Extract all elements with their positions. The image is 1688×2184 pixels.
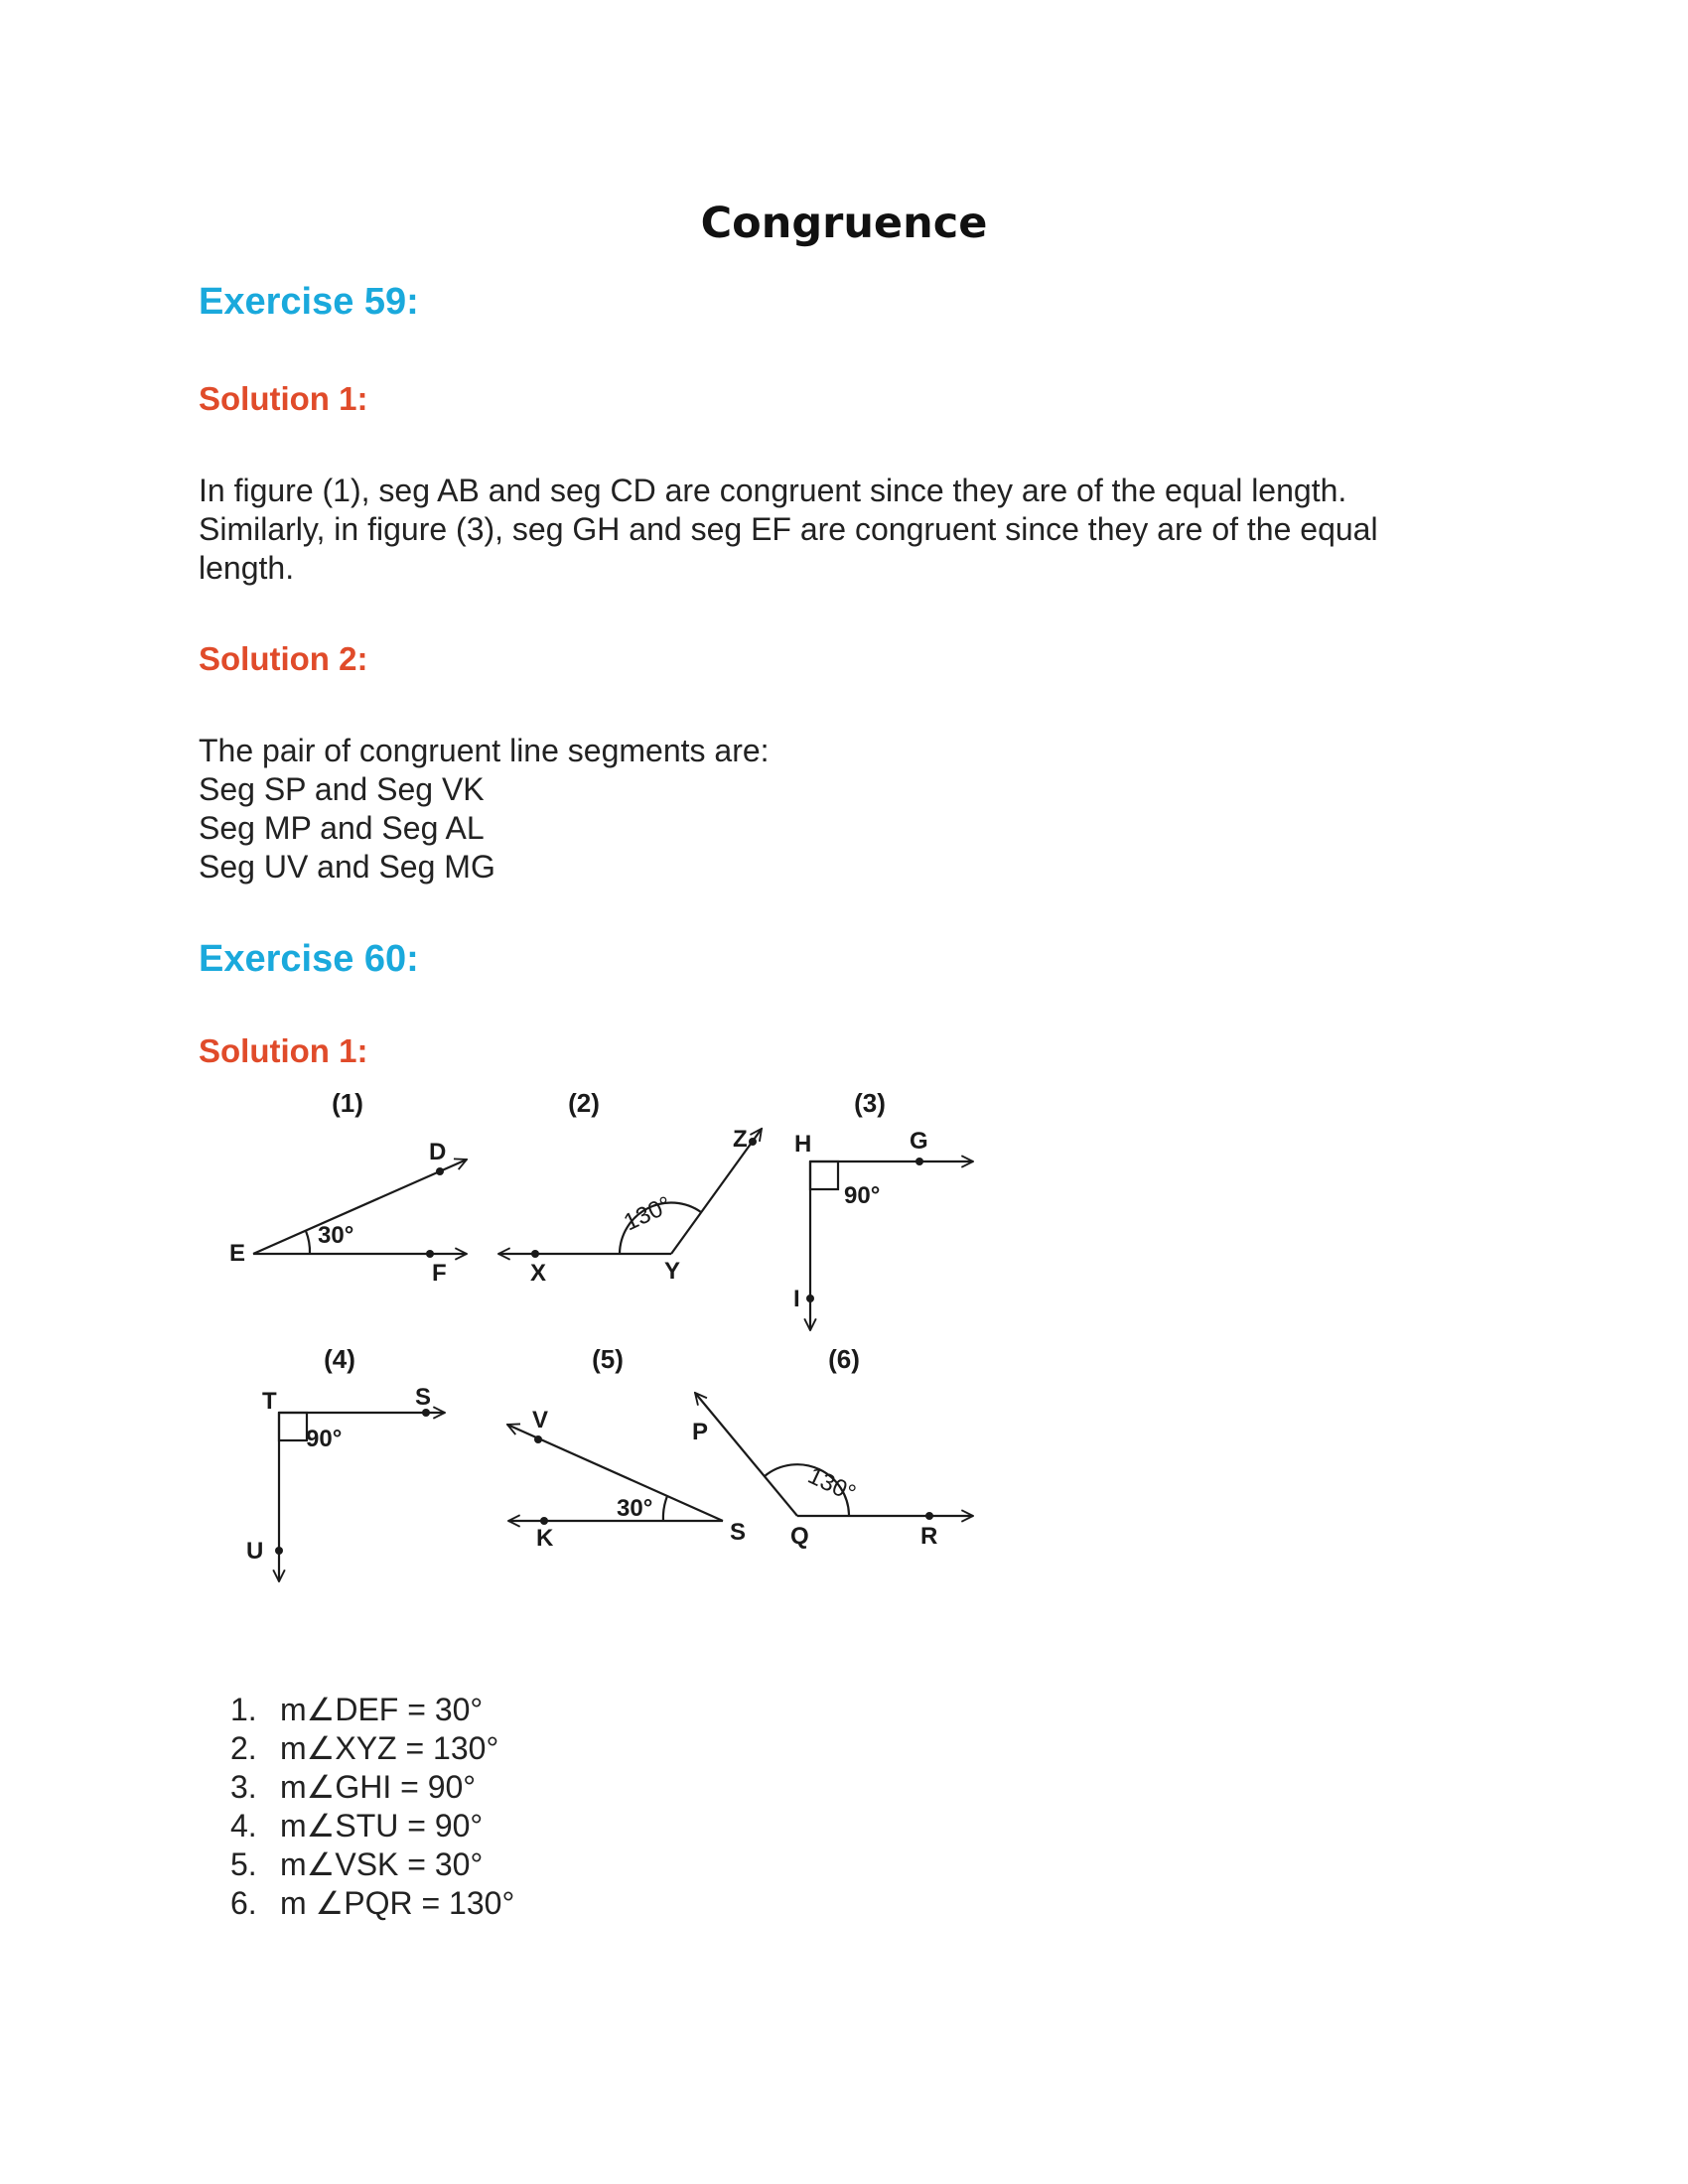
list-number: 5. [230,1846,257,1882]
list-item [230,1768,514,1807]
text-line: Seg MP and Seg AL [199,810,485,846]
list-number: 3. [230,1769,257,1805]
list-item [230,1884,514,1923]
answer-text: m∠DEF = 30° [280,1692,484,1727]
point-label: T [262,1388,277,1415]
list-item [230,1807,514,1845]
point-label: X [530,1260,547,1287]
answer-text: m∠STU = 90° [280,1808,484,1843]
ex59-solution-1-heading: Solution 1: [199,380,368,417]
list-number: 4. [230,1808,257,1843]
answer-text: m∠VSK = 30° [280,1846,484,1882]
ex60-solution-1-heading: Solution 1: [199,1032,368,1069]
figure-4-angle-stu [279,1413,445,1581]
point-label: S [730,1519,747,1546]
answer-text: m∠XYZ = 130° [280,1730,499,1766]
exercise-59-heading: Exercise 59: [199,281,419,323]
point-label: G [910,1128,928,1155]
angle-label: 130° [803,1461,860,1508]
angle-label: 30° [318,1222,354,1249]
point-label: Z [733,1126,748,1153]
point-label: Q [790,1523,809,1550]
point-label: U [246,1538,264,1565]
angle-figures [199,1087,1053,1603]
list-number: 1. [230,1692,257,1727]
point-label: F [432,1260,447,1287]
angle-label: 90° [844,1182,881,1209]
list-number: 2. [230,1730,257,1766]
point-label: P [692,1419,709,1445]
text-line: The pair of congruent line segments are: [199,733,770,768]
figure-4-number: (4) [324,1344,355,1374]
point-label: K [536,1525,554,1552]
exercise-60-heading: Exercise 60: [199,938,419,980]
figure-3-angle-ghi [810,1161,973,1330]
list-item [230,1691,514,1729]
point-label: E [229,1240,246,1267]
ex59-solution-2-heading: Solution 2: [199,640,368,677]
point-label: H [794,1131,812,1158]
list-number: 6. [230,1885,257,1921]
point-label: I [793,1286,800,1312]
point-label: S [415,1384,432,1411]
angle-label: 130° [620,1190,676,1237]
ex59-solution-1-text [199,472,1489,588]
angle-label: 90° [306,1426,343,1452]
ex59-solution-2-text [199,732,1489,887]
figure-5-number: (5) [592,1344,624,1374]
figure-1-number: (1) [332,1088,363,1118]
figure-3-number: (3) [854,1088,886,1118]
figure-1-angle-def [253,1160,467,1254]
point-label: Y [664,1258,681,1285]
answer-text: m ∠PQR = 130° [280,1885,515,1921]
list-item [230,1729,514,1768]
text-line: Seg SP and Seg VK [199,771,485,807]
angle-label: 30° [617,1495,653,1522]
answer-list [230,1691,514,1923]
text-line: length. [199,550,295,586]
point-label: D [429,1139,447,1165]
text-line: Similarly, in figure (3), seg GH and seg EF are congruent since they are of the equal [199,511,1378,547]
point-label: V [532,1407,549,1433]
point-label: R [920,1523,938,1550]
text-line: Seg UV and Seg MG [199,849,495,885]
list-item [230,1845,514,1884]
figure-6-number: (6) [828,1344,860,1374]
text-line: In figure (1), seg AB and seg CD are congruent since they are of the equal length. [199,473,1347,508]
answer-text: m∠GHI = 90° [280,1769,477,1805]
page-title: Congruence [700,199,988,248]
figure-2-number: (2) [568,1088,600,1118]
